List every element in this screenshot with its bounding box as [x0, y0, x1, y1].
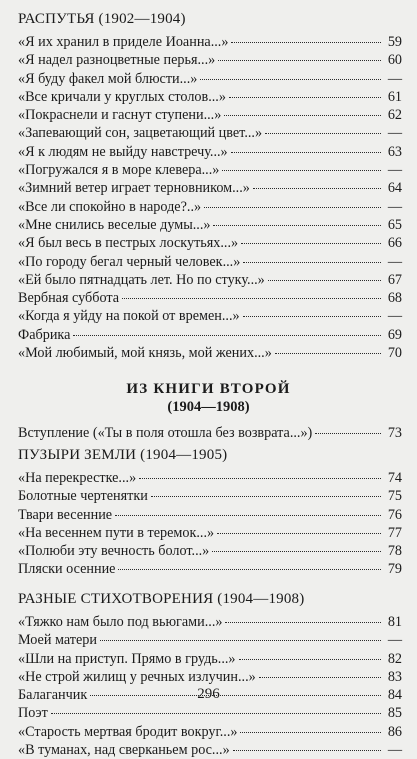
toc-entry — [18, 307, 402, 325]
entry-title: «Все кричали у круглых столов...» — [18, 88, 226, 105]
toc-entry — [18, 216, 402, 234]
entry-title: «Я их хранил в приделе Иоанна...» — [18, 34, 229, 50]
entry-introduction — [18, 424, 402, 442]
toc-entry — [18, 70, 402, 88]
dot-leader — [204, 207, 381, 208]
entry-page: 82 — [387, 650, 402, 667]
dot-leader — [73, 335, 381, 336]
toc-entry — [18, 704, 402, 722]
entry-title: «Покраснели и гаснут ступени...» — [18, 107, 222, 124]
entry-page: 59 — [387, 34, 402, 50]
entry-title: «Шли на приступ. Прямо в грудь...» — [18, 650, 236, 667]
dot-leader — [268, 280, 381, 281]
toc-entry — [18, 560, 402, 578]
entry-title: «На перекрестке...» — [18, 470, 137, 486]
dot-leader — [315, 433, 381, 434]
entry-title: Болотные чертенятки — [18, 488, 148, 505]
toc-entry — [18, 668, 402, 686]
toc-entry — [18, 51, 402, 69]
entry-page: 86 — [387, 723, 402, 740]
entry-title: Пляски осенние — [18, 561, 116, 578]
dot-leader — [241, 243, 381, 244]
entry-title: «Не строй жилищ у речных излучин...» — [18, 668, 256, 685]
dot-leader — [151, 496, 381, 497]
entry-page: 85 — [387, 705, 402, 722]
dot-leader — [231, 42, 381, 43]
toc-entry — [18, 198, 402, 216]
dot-leader — [240, 732, 381, 733]
dot-leader — [122, 298, 381, 299]
toc-entry — [18, 234, 402, 252]
dot-leader — [239, 659, 381, 660]
entry-page: 66 — [387, 235, 402, 252]
toc-entry — [18, 161, 402, 179]
toc-entry — [18, 424, 402, 442]
dot-leader — [51, 713, 381, 714]
section-heading-puzyri: ПУЗЫРИ ЗЕМЛИ (1904—1905) — [18, 447, 228, 463]
entry-title: «Мне снились веселые думы...» — [18, 216, 211, 233]
entry-page: 78 — [387, 543, 402, 560]
entry-page: — — [387, 70, 402, 87]
book-heading: ИЗ КНИГИ ВТОРОЙ — [126, 381, 291, 397]
dot-leader — [217, 533, 381, 534]
dot-leader — [118, 569, 381, 570]
dot-leader — [100, 640, 381, 641]
toc-entry — [18, 723, 402, 741]
entry-page: 62 — [387, 107, 402, 124]
entry-page: 75 — [387, 488, 402, 505]
dot-leader — [253, 188, 381, 189]
dot-leader — [259, 677, 381, 678]
entry-title: «Ей было пятнадцать лет. Но по стуку...» — [18, 271, 265, 288]
entry-page: 67 — [387, 271, 402, 288]
toc-entry — [18, 741, 402, 759]
toc-entry — [18, 542, 402, 560]
dot-leader — [200, 79, 381, 80]
entry-title: «По городу бегал черный человек...» — [18, 253, 241, 270]
entry-page: 81 — [387, 614, 402, 630]
entry-title: «Зимний ветер играет терновником...» — [18, 180, 250, 197]
toc-entry — [18, 143, 402, 161]
section-heading-rasputya: РАСПУТЬЯ (1902—1904) — [18, 11, 186, 27]
entry-page: — — [387, 198, 402, 215]
entries-rasputya — [18, 33, 402, 362]
entry-title: «Полюби эту вечность болот...» — [18, 543, 210, 560]
toc-entry — [18, 506, 402, 524]
entry-title: «Погружался я в море клевера...» — [18, 162, 220, 179]
entry-title: Фабрика — [18, 326, 71, 343]
entry-title: Вербная суббота — [18, 290, 120, 307]
toc-entry — [18, 124, 402, 142]
entry-title: «Все ли спокойно в народе?..» — [18, 198, 202, 215]
toc-entry — [18, 344, 402, 362]
entry-title: «Я был весь в пестрых лоскутьях...» — [18, 235, 239, 252]
dot-leader — [233, 750, 381, 751]
dot-leader — [229, 97, 381, 98]
toc-entry — [18, 33, 402, 51]
entry-page: — — [387, 125, 402, 142]
entry-page: 68 — [387, 290, 402, 307]
dot-leader — [225, 622, 381, 623]
dot-leader — [243, 316, 381, 317]
entry-title: Вступление («Ты в поля отошла без возврата...») — [18, 425, 313, 441]
toc-entry — [18, 88, 402, 106]
entry-title: «Когда я уйду на покой от времен...» — [18, 308, 240, 325]
toc-entry — [18, 179, 402, 197]
dot-leader — [243, 262, 381, 263]
dot-leader — [231, 152, 381, 153]
book-years: (1904—1908) — [167, 399, 250, 415]
entry-page: — — [387, 308, 402, 325]
entry-title: «Мой любимый, мой князь, мой жених...» — [18, 345, 272, 362]
entry-title: «В туманах, над сверканьем рос...» — [18, 742, 230, 759]
entry-page: 84 — [387, 687, 402, 704]
entry-page: 60 — [387, 52, 402, 69]
dot-leader — [275, 353, 381, 354]
entry-page: 73 — [387, 425, 402, 441]
entry-title: «Я буду факел мой блюсти...» — [18, 70, 198, 87]
entry-title: «Тяжко нам было под вьюгами...» — [18, 614, 223, 630]
entry-page: 76 — [387, 506, 402, 523]
entry-title: Моей матери — [18, 632, 97, 649]
toc-entry — [18, 271, 402, 289]
entry-page: 69 — [387, 326, 402, 343]
entry-page: — — [387, 742, 402, 759]
entry-page: 64 — [387, 180, 402, 197]
dot-leader — [213, 225, 381, 226]
entry-title: Твари весенние — [18, 506, 113, 523]
dot-leader — [265, 133, 381, 134]
entry-title: «Я надел разноцветные перья...» — [18, 52, 216, 69]
toc-entry — [18, 253, 402, 271]
toc-entry — [18, 326, 402, 344]
toc-entry — [18, 631, 402, 649]
entry-title: «Старость мертвая бродит вокруг...» — [18, 723, 238, 740]
entry-page: 77 — [387, 524, 402, 541]
toc-entry — [18, 289, 402, 307]
entry-page: 74 — [387, 470, 402, 486]
dot-leader — [115, 515, 381, 516]
entry-page: 83 — [387, 668, 402, 685]
entry-title: «Запевающий сон, зацветающий цвет...» — [18, 125, 263, 142]
entry-page: — — [387, 253, 402, 270]
page-number: 296 — [197, 686, 220, 702]
entry-page: 79 — [387, 561, 402, 578]
entry-page: 63 — [387, 143, 402, 160]
dot-leader — [139, 478, 381, 479]
dot-leader — [218, 60, 381, 61]
dot-leader — [212, 551, 381, 552]
entry-page: — — [387, 162, 402, 179]
toc-entry — [18, 524, 402, 542]
dot-leader — [222, 170, 381, 171]
section-heading-raznye: РАЗНЫЕ СТИХОТВОРЕНИЯ (1904—1908) — [18, 591, 305, 607]
entry-title: «На весеннем пути в теремок...» — [18, 524, 215, 541]
entry-page: — — [387, 632, 402, 649]
toc-entry — [18, 106, 402, 124]
dot-leader — [224, 115, 381, 116]
entry-page: 61 — [387, 88, 402, 105]
toc-entry — [18, 613, 402, 631]
toc-entry — [18, 487, 402, 505]
entries-puzyri — [18, 469, 402, 579]
toc-entry — [18, 469, 402, 487]
entry-title: «Я к людям не выйду навстречу...» — [18, 143, 228, 160]
entry-page: 70 — [387, 345, 402, 362]
entry-title: Балаганчик — [18, 687, 88, 704]
entry-page: 65 — [387, 216, 402, 233]
toc-entry — [18, 650, 402, 668]
entry-title: Поэт — [18, 705, 48, 722]
